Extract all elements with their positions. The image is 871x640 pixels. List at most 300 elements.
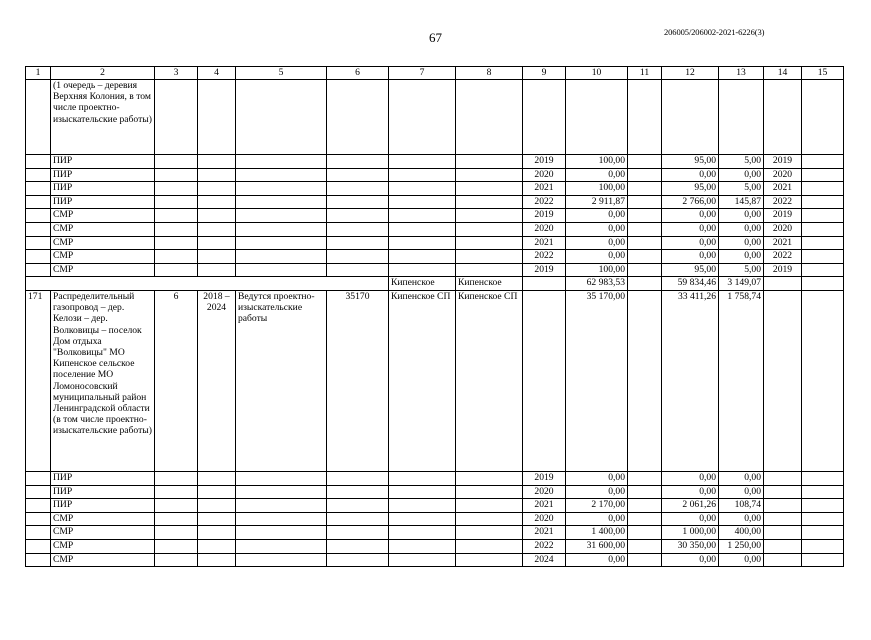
amount-total: 0,00 [566, 222, 628, 236]
table-cell [327, 209, 389, 223]
table-cell [456, 168, 523, 182]
status: Ведутся проектно-изыскательские работы [236, 290, 327, 471]
table-cell [327, 499, 389, 513]
table-cell [764, 290, 802, 471]
table-cell [26, 512, 51, 526]
amount-federal: 0,00 [662, 553, 719, 567]
table-cell [389, 80, 456, 155]
table-cell [26, 471, 51, 485]
work-type: СМР [51, 250, 155, 264]
table-row [26, 526, 844, 540]
table-cell [327, 182, 389, 196]
table-cell [236, 182, 327, 196]
table-cell [155, 182, 198, 196]
column-header: 15 [802, 67, 844, 80]
table-cell [456, 471, 523, 485]
table-cell [236, 80, 327, 155]
table-cell [327, 263, 389, 277]
table-cell [327, 155, 389, 169]
work-type: ПИР [51, 471, 155, 485]
amount-total: 100,00 [566, 182, 628, 196]
document-code: 206005/206002-2021-6226(3) [664, 27, 765, 37]
column-header: 14 [764, 67, 802, 80]
table-cell [236, 539, 327, 553]
table-cell [628, 155, 662, 169]
work-type: ПИР [51, 182, 155, 196]
table-cell [155, 471, 198, 485]
table-cell [327, 195, 389, 209]
table-cell [155, 250, 198, 264]
amount-total: 2 170,00 [566, 499, 628, 513]
table-cell [155, 80, 198, 155]
year: 2021 [523, 236, 566, 250]
table-cell [26, 526, 51, 540]
table-cell [523, 277, 566, 291]
table-row [26, 290, 844, 471]
table-cell [628, 553, 662, 567]
amount-federal: 0,00 [662, 250, 719, 264]
column-header: 2 [51, 67, 155, 80]
table-cell [764, 485, 802, 499]
table-cell [236, 155, 327, 169]
table-cell [389, 209, 456, 223]
table-cell [662, 80, 719, 155]
table-row [26, 155, 844, 169]
table-cell [628, 209, 662, 223]
table-cell [802, 485, 844, 499]
year: 2019 [523, 471, 566, 485]
table-cell [802, 499, 844, 513]
table-cell [389, 526, 456, 540]
table-cell [389, 195, 456, 209]
table-cell [327, 471, 389, 485]
table-cell [236, 195, 327, 209]
table-row [26, 471, 844, 485]
work-type: ПИР [51, 485, 155, 499]
table-cell [236, 222, 327, 236]
table-cell [389, 222, 456, 236]
amount-local: 3 149,07 [719, 277, 764, 291]
table-cell [389, 499, 456, 513]
table-cell [155, 539, 198, 553]
table-cell [198, 195, 236, 209]
table-cell [523, 80, 566, 155]
table-cell [198, 512, 236, 526]
amount-local: 0,00 [719, 168, 764, 182]
table-cell [198, 553, 236, 567]
amount-total: 31 600,00 [566, 539, 628, 553]
table-cell [327, 222, 389, 236]
column-header: 9 [523, 67, 566, 80]
table-cell [456, 553, 523, 567]
table-cell [236, 499, 327, 513]
table-cell [389, 236, 456, 250]
year-end: 2021 [764, 182, 802, 196]
amount-total: 0,00 [566, 168, 628, 182]
table-row [26, 512, 844, 526]
table-cell [26, 553, 51, 567]
item-number: 171 [26, 290, 51, 471]
amount-federal: 33 411,26 [662, 290, 719, 471]
table-row [26, 539, 844, 553]
table-cell [155, 512, 198, 526]
table-cell [628, 539, 662, 553]
table-cell [764, 471, 802, 485]
table-cell [389, 485, 456, 499]
amount-federal: 95,00 [662, 263, 719, 277]
amount-total: 0,00 [566, 250, 628, 264]
year: 2020 [523, 222, 566, 236]
table-cell [456, 512, 523, 526]
settlement: Кипенское [389, 277, 456, 291]
year: 2021 [523, 526, 566, 540]
work-type: СМР [51, 539, 155, 553]
table-cell [236, 236, 327, 250]
table-cell [327, 526, 389, 540]
table-cell [327, 80, 389, 155]
table-cell [628, 499, 662, 513]
table-cell [26, 182, 51, 196]
header-row [26, 67, 844, 80]
table-cell [764, 526, 802, 540]
table-cell [802, 277, 844, 291]
table-cell [802, 209, 844, 223]
table-cell [802, 182, 844, 196]
table-cell [802, 471, 844, 485]
year: 2020 [523, 485, 566, 499]
table-cell [155, 499, 198, 513]
amount-total: 0,00 [566, 471, 628, 485]
table-cell [155, 209, 198, 223]
amount-federal: 59 834,46 [662, 277, 719, 291]
table-cell [628, 222, 662, 236]
table-cell [456, 182, 523, 196]
amount-local: 0,00 [719, 485, 764, 499]
table-cell [628, 263, 662, 277]
table-cell [764, 512, 802, 526]
table-cell [155, 155, 198, 169]
table-cell [26, 222, 51, 236]
table-cell [198, 250, 236, 264]
table-cell [236, 209, 327, 223]
table-row [26, 553, 844, 567]
work-type: СМР [51, 209, 155, 223]
table-cell [456, 222, 523, 236]
table-cell [456, 209, 523, 223]
table-cell [802, 512, 844, 526]
table-cell [802, 80, 844, 155]
table-cell [327, 539, 389, 553]
table-cell [236, 263, 327, 277]
year-end: 2021 [764, 236, 802, 250]
table-cell [628, 290, 662, 471]
amount-total: 2 911,87 [566, 195, 628, 209]
work-type: СМР [51, 512, 155, 526]
column-header: 13 [719, 67, 764, 80]
table-cell [802, 539, 844, 553]
amount-total: 0,00 [566, 553, 628, 567]
table-cell [389, 168, 456, 182]
table-cell [327, 512, 389, 526]
table-cell [764, 499, 802, 513]
table-cell [389, 539, 456, 553]
table-row [26, 263, 844, 277]
table-cell [628, 250, 662, 264]
table-cell [456, 250, 523, 264]
amount-local: 0,00 [719, 250, 764, 264]
table-row [26, 499, 844, 513]
table-cell [236, 485, 327, 499]
amount-total: 35 170,00 [566, 290, 628, 471]
table-cell [198, 499, 236, 513]
year-end: 2022 [764, 250, 802, 264]
table-cell [764, 277, 802, 291]
amount-federal: 95,00 [662, 155, 719, 169]
table-cell [198, 471, 236, 485]
year: 2021 [523, 182, 566, 196]
table-cell [764, 539, 802, 553]
amount-local: 400,00 [719, 526, 764, 540]
column-header: 4 [198, 67, 236, 80]
table-cell [802, 250, 844, 264]
table-cell [26, 277, 389, 291]
table-row [26, 236, 844, 250]
year: 2019 [523, 263, 566, 277]
table-cell [26, 195, 51, 209]
table-cell [327, 236, 389, 250]
table-cell [198, 539, 236, 553]
table-row [26, 250, 844, 264]
table-cell [628, 168, 662, 182]
column-header: 12 [662, 67, 719, 80]
year-end: 2022 [764, 195, 802, 209]
unit-count: 6 [155, 290, 198, 471]
year: 2022 [523, 195, 566, 209]
amount-local: 0,00 [719, 512, 764, 526]
amount-federal: 0,00 [662, 209, 719, 223]
year: 2022 [523, 250, 566, 264]
table-cell [456, 236, 523, 250]
table-cell [236, 526, 327, 540]
table-cell [236, 471, 327, 485]
table-cell [236, 553, 327, 567]
table-cell [26, 250, 51, 264]
amount-local: 0,00 [719, 222, 764, 236]
table-cell [802, 222, 844, 236]
table-cell [628, 195, 662, 209]
table-cell [456, 485, 523, 499]
amount-local: 0,00 [719, 209, 764, 223]
amount-federal: 95,00 [662, 182, 719, 196]
year: 2021 [523, 499, 566, 513]
column-header: 1 [26, 67, 51, 80]
table-row [26, 182, 844, 196]
table-row [26, 168, 844, 182]
table-cell [389, 182, 456, 196]
table-cell [236, 168, 327, 182]
table-cell [389, 553, 456, 567]
column-header: 3 [155, 67, 198, 80]
table-cell [628, 236, 662, 250]
table-cell [198, 526, 236, 540]
amount-local: 5,00 [719, 263, 764, 277]
table-cell [327, 485, 389, 499]
amount-federal: 0,00 [662, 471, 719, 485]
table-cell [155, 485, 198, 499]
item-description: Распределительный газопровод – дер. Келози – дер. Волковицы – поселок Дом отдыха "Волковицы" МО Кипенское сельское поселение МО Ломоносовский муниципальный район Ленинградской области (в том числе проектно-изыскательские работы) [51, 290, 155, 471]
code: 35170 [327, 290, 389, 471]
amount-local: 1 758,74 [719, 290, 764, 471]
period: 2018 – 2024 [198, 290, 236, 471]
settlement: Кипенское СП [389, 290, 456, 471]
table-cell [26, 168, 51, 182]
table-cell [802, 195, 844, 209]
table-cell [628, 277, 662, 291]
table-row [26, 485, 844, 499]
subtotal-row [26, 277, 844, 291]
amount-total: 0,00 [566, 209, 628, 223]
table-row [26, 195, 844, 209]
amount-federal: 0,00 [662, 168, 719, 182]
table-cell [26, 80, 51, 155]
amount-federal: 2 766,00 [662, 195, 719, 209]
year: 2020 [523, 168, 566, 182]
table-cell [198, 168, 236, 182]
table-cell [802, 553, 844, 567]
table-cell [628, 485, 662, 499]
amount-total: 62 983,53 [566, 277, 628, 291]
table-cell [155, 168, 198, 182]
table-cell [628, 80, 662, 155]
table-cell [198, 155, 236, 169]
amount-local: 145,87 [719, 195, 764, 209]
work-type: СМР [51, 553, 155, 567]
year: 2024 [523, 553, 566, 567]
table-cell [628, 471, 662, 485]
data-table [25, 66, 844, 567]
table-cell [327, 250, 389, 264]
table-cell [198, 263, 236, 277]
amount-federal: 30 350,00 [662, 539, 719, 553]
column-header: 8 [456, 67, 523, 80]
table-cell [236, 512, 327, 526]
table-cell [155, 553, 198, 567]
year: 2019 [523, 155, 566, 169]
work-type: ПИР [51, 499, 155, 513]
year-end: 2019 [764, 155, 802, 169]
amount-total: 100,00 [566, 155, 628, 169]
settlement: Кипенское СП [456, 290, 523, 471]
work-type: СМР [51, 263, 155, 277]
column-header: 6 [327, 67, 389, 80]
table-cell [523, 290, 566, 471]
table-cell [236, 250, 327, 264]
work-type: СМР [51, 526, 155, 540]
work-type: СМР [51, 222, 155, 236]
table-cell [26, 485, 51, 499]
table-cell [155, 222, 198, 236]
amount-local: 5,00 [719, 182, 764, 196]
table-cell [389, 155, 456, 169]
table-cell [802, 155, 844, 169]
table-row [26, 222, 844, 236]
amount-total: 0,00 [566, 512, 628, 526]
table-cell [389, 263, 456, 277]
amount-local: 0,00 [719, 236, 764, 250]
work-type: ПИР [51, 168, 155, 182]
work-type: ПИР [51, 155, 155, 169]
year: 2019 [523, 209, 566, 223]
column-header: 11 [628, 67, 662, 80]
table-cell [456, 80, 523, 155]
amount-federal: 0,00 [662, 222, 719, 236]
amount-local: 0,00 [719, 471, 764, 485]
table-cell [566, 80, 628, 155]
table-cell [26, 155, 51, 169]
amount-local: 1 250,00 [719, 539, 764, 553]
table-cell [802, 526, 844, 540]
work-type: ПИР [51, 195, 155, 209]
table-cell [456, 499, 523, 513]
column-header: 10 [566, 67, 628, 80]
table-cell [764, 553, 802, 567]
amount-total: 1 400,00 [566, 526, 628, 540]
item-description: (1 очередь – деревия Верхняя Колония, в том числе проектно-изыскательские работы) [51, 80, 155, 155]
table-cell [198, 236, 236, 250]
table-cell [155, 263, 198, 277]
table-cell [155, 195, 198, 209]
table-row [26, 80, 844, 155]
table-cell [719, 80, 764, 155]
table-cell [198, 222, 236, 236]
table-cell [456, 195, 523, 209]
amount-federal: 0,00 [662, 485, 719, 499]
table-cell [456, 155, 523, 169]
table-cell [764, 80, 802, 155]
table-cell [155, 526, 198, 540]
year: 2022 [523, 539, 566, 553]
table-cell [456, 526, 523, 540]
table-cell [802, 263, 844, 277]
table-cell [389, 250, 456, 264]
table-cell [389, 512, 456, 526]
table-cell [198, 182, 236, 196]
amount-federal: 1 000,00 [662, 526, 719, 540]
table-cell [802, 168, 844, 182]
year-end: 2020 [764, 222, 802, 236]
page-number: 67 [429, 30, 442, 45]
year: 2020 [523, 512, 566, 526]
column-header: 7 [389, 67, 456, 80]
amount-total: 100,00 [566, 263, 628, 277]
amount-local: 0,00 [719, 553, 764, 567]
table-cell [198, 485, 236, 499]
table-cell [389, 471, 456, 485]
column-header: 5 [236, 67, 327, 80]
table-cell [327, 168, 389, 182]
table-row [26, 209, 844, 223]
year-end: 2020 [764, 168, 802, 182]
table-cell [26, 263, 51, 277]
amount-federal: 0,00 [662, 512, 719, 526]
amount-total: 0,00 [566, 485, 628, 499]
table-cell [26, 209, 51, 223]
table-cell [198, 80, 236, 155]
work-type: СМР [51, 236, 155, 250]
settlement: Кипенское [456, 277, 523, 291]
amount-local: 5,00 [719, 155, 764, 169]
table-cell [26, 236, 51, 250]
